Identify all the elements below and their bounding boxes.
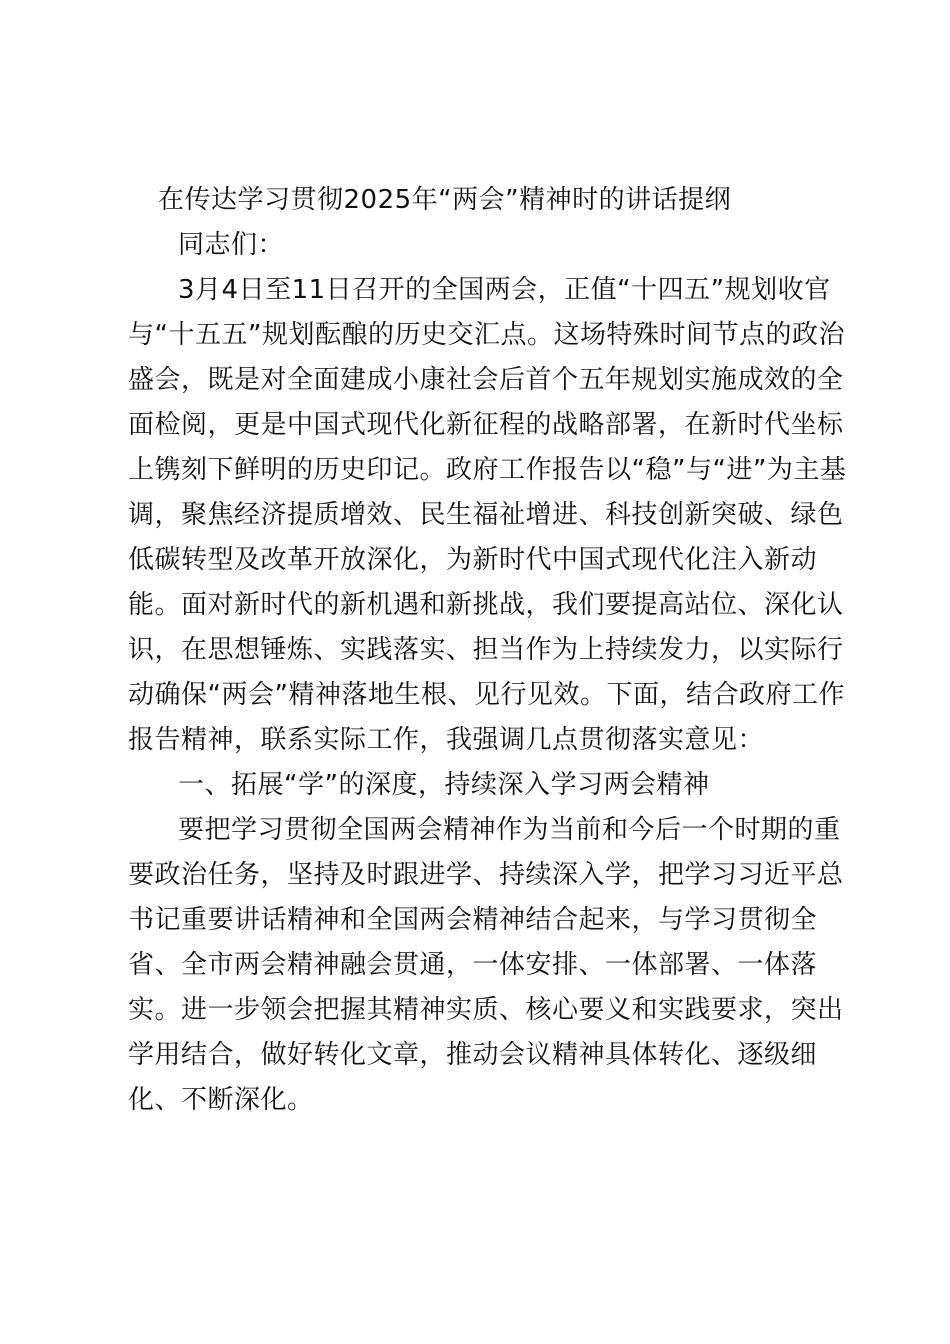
paragraph-2-line: 化、不断深化。 bbox=[128, 1085, 314, 1115]
paragraph-1-line: 面检阅，更是中国式现代化新征程的战略部署，在新时代坐标 bbox=[128, 410, 844, 440]
paragraph-1-line: 报告精神，联系实际工作，我强调几点贯彻落实意见： bbox=[128, 725, 765, 755]
paragraph-2-line: 实。进一步领会把握其精神实质、核心要义和实践要求，突出 bbox=[128, 995, 844, 1025]
paragraph-1-line: 与“十五五”规划酝酿的历史交汇点。这场特殊时间节点的政治 bbox=[128, 320, 845, 350]
paragraph-2-line: 要政治任务，坚持及时跟进学、持续深入学，把学习习近平总 bbox=[128, 860, 844, 890]
paragraph-1-line: 盛会，既是对全面建成小康社会后首个五年规划实施成效的全 bbox=[128, 365, 844, 395]
paragraph-2-line: 要把学习贯彻全国两会精神作为当前和今后一个时期的重 bbox=[178, 815, 841, 845]
paragraph-1-line: 3月4日至11日召开的全国两会，正值“十四五”规划收官 bbox=[178, 275, 831, 305]
paragraph-1-line: 能。面对新时代的新机遇和新挑战，我们要提高站位、深化认 bbox=[128, 590, 844, 620]
paragraph-1-line: 上镌刻下鲜明的历史印记。政府工作报告以“稳”与“进”为主基 bbox=[128, 455, 847, 485]
paragraph-2-line: 书记重要讲话精神和全国两会精神结合起来，与学习贯彻全 bbox=[128, 905, 818, 935]
section-1-heading: 一、拓展“学”的深度，持续深入学习两会精神 bbox=[178, 770, 710, 800]
document-title: 在传达学习贯彻2025年“两会”精神时的讲话提纲 bbox=[158, 185, 732, 215]
paragraph-1-line: 动确保“两会”精神落地生根、见行见效。下面，结合政府工作 bbox=[128, 680, 845, 710]
paragraph-1-line: 低碳转型及改革开放深化，为新时代中国式现代化注入新动 bbox=[128, 545, 818, 575]
paragraph-2-line: 学用结合，做好转化文章，推动会议精神具体转化、逐级细 bbox=[128, 1040, 818, 1070]
paragraph-2-line: 省、全市两会精神融会贯通，一体安排、一体部署、一体落 bbox=[128, 950, 818, 980]
paragraph-1-line: 调，聚焦经济提质增效、民生福祉增进、科技创新突破、绿色 bbox=[128, 500, 844, 530]
salutation: 同志们： bbox=[178, 230, 285, 260]
paragraph-1-line: 识，在思想锤炼、实践落实、担当作为上持续发力，以实际行 bbox=[128, 635, 844, 665]
